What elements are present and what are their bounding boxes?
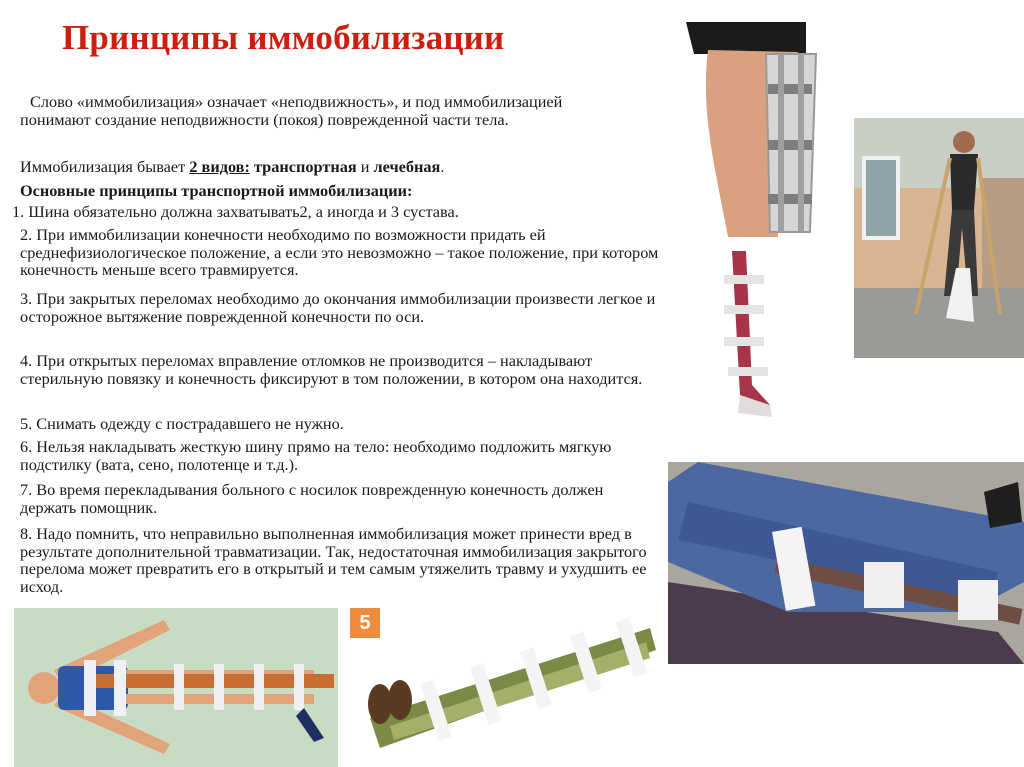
- principle-item: 8. Надо помнить, что неправильно выполненная иммобилизация может принести вред в результате дополнительной травматизации. Так, недостаточная иммобилизация закрытого перелома может превратить его в открытый и тем самым утяжелить травму и ухудшить ее исход.: [20, 524, 647, 596]
- principle-item: 7. Во время перекладывания больного с носилок поврежденную конечность должен держать помощник.: [20, 480, 604, 517]
- body-splint-illustration: [14, 608, 338, 767]
- types-line: [20, 158, 620, 176]
- principle-item: 5. Снимать одежду с пострадавшего не нужно.: [20, 414, 344, 433]
- ladder-splint-photo: [710, 245, 778, 417]
- splinted-leg-photo: [668, 462, 1024, 664]
- types-transport: транспортная: [249, 157, 357, 176]
- figure-number-badge: 5: [359, 612, 371, 634]
- principle-item: 2. При иммобилизации конечности необходимо по возможности придать ей среднефизиологическое положение, а если это невозможно – такое положение, при котором конечность меньше всего травмируется.: [20, 225, 659, 279]
- principle-item: 4. При открытых переломах вправление отломков не производится – накладывают стерильную повязку и конечность фиксируют в том положении, в котором она находится.: [20, 351, 643, 388]
- principles-heading: Основные принципы транспортной иммобилизации:: [20, 181, 413, 200]
- slide-title: Принципы иммобилизации: [62, 18, 505, 57]
- types-and: и: [356, 157, 374, 176]
- intro-paragraph: Слово «иммобилизация» означает «неподвижность», и под иммобилизацией понимают создание неподвижности (покоя) поврежденной части тела.: [20, 92, 563, 129]
- types-count: 2 видов:: [189, 157, 250, 176]
- principle-item: 1. Шина обязательно должна захватывать2, а иногда и 3 сустава.: [12, 202, 459, 221]
- principle-item: 6. Нельзя накладывать жесткую шину прямо на тело: необходимо подложить мягкую подстилку (вата, сено, полотенце и т.д.).: [20, 437, 612, 474]
- types-prefix: Иммобилизация бывает: [20, 157, 190, 176]
- crutches-photo: [854, 118, 1024, 358]
- types-end: .: [440, 157, 445, 176]
- step-five-illustration: [350, 608, 656, 767]
- principle-item: 3. При закрытых переломах необходимо до окончания иммобилизации произвести легкое и осторожное вытяжение поврежденной конечности по оси.: [20, 289, 656, 326]
- knee-brace-photo: [686, 22, 836, 237]
- types-medical: лечебная: [373, 157, 441, 176]
